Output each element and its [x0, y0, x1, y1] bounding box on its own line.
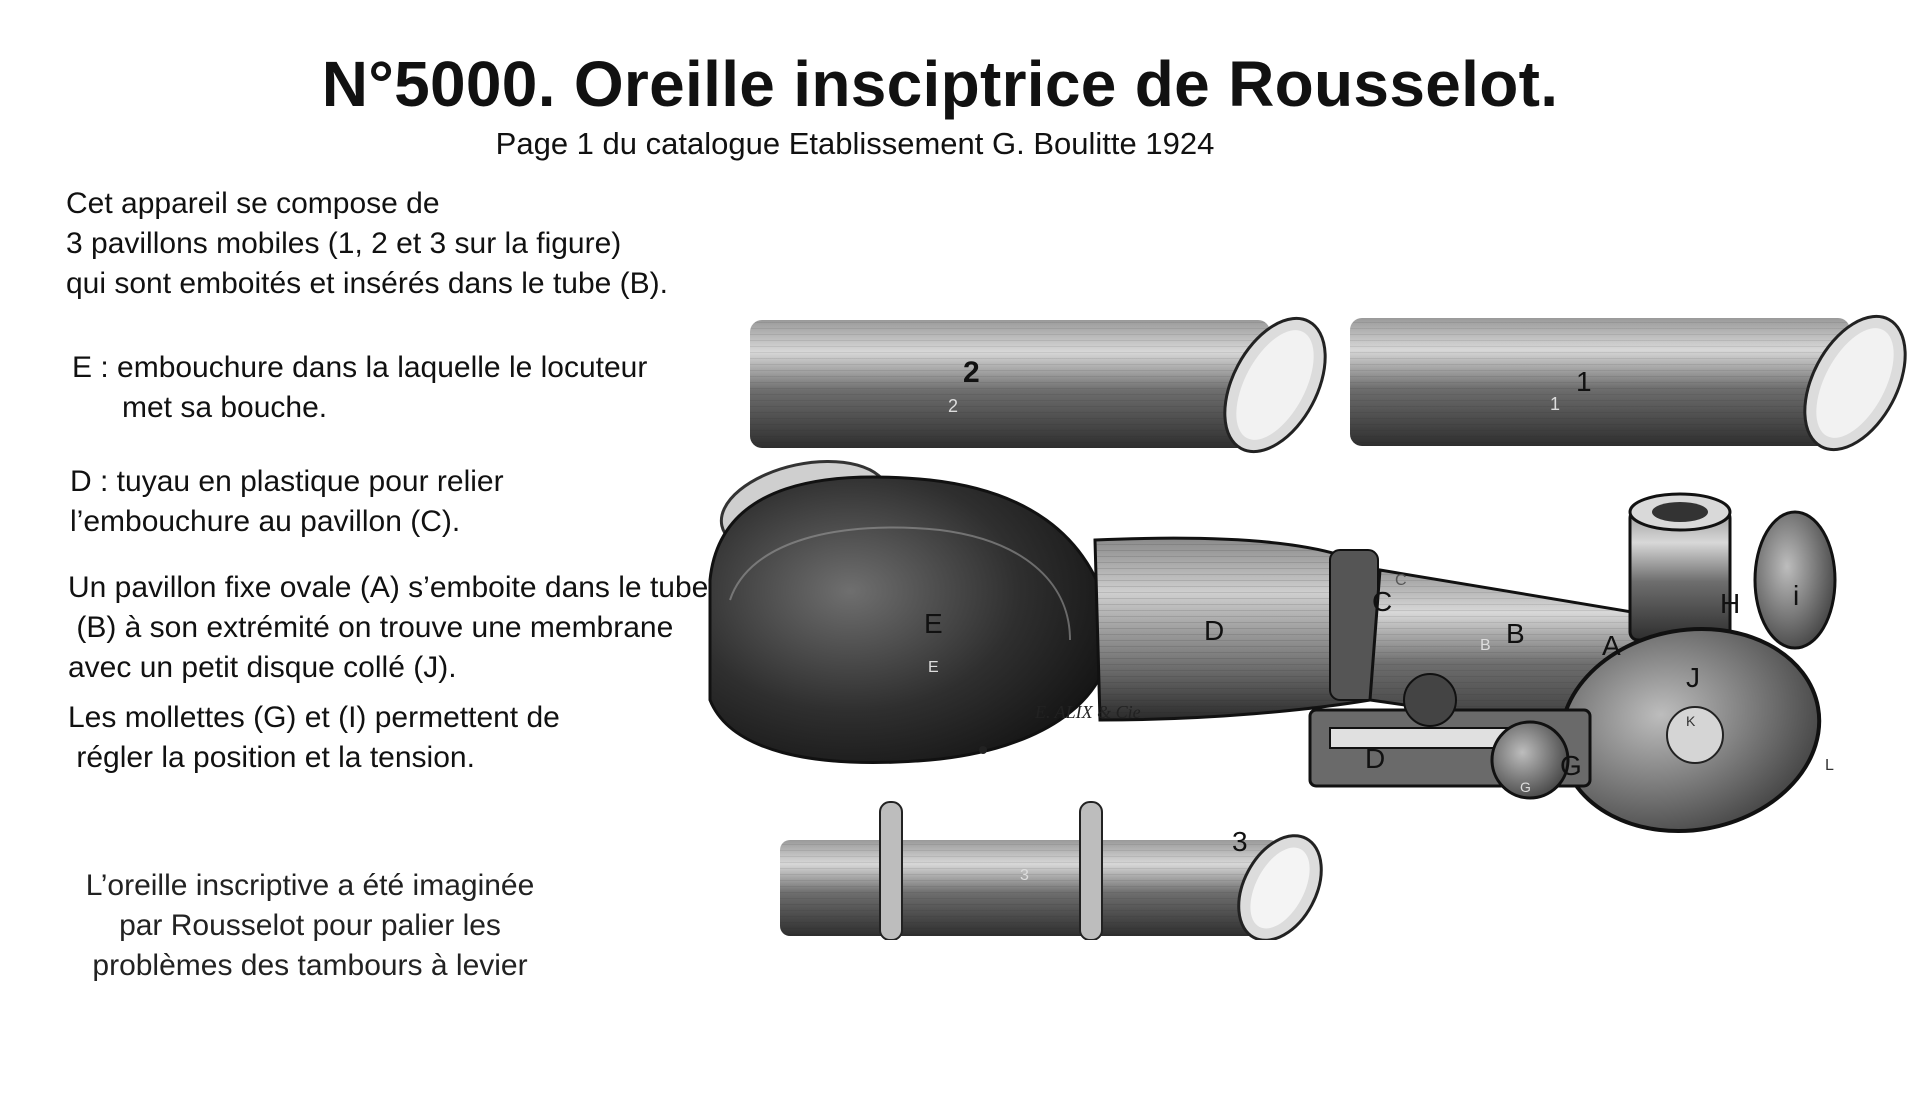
- label-d-hose: D: [1204, 615, 1225, 646]
- label-e: E: [924, 608, 943, 639]
- svg-text:E: E: [928, 659, 939, 676]
- description-components: Cet appareil se compose de 3 pavillons mobiles (1, 2 et 3 sur la figure) qui sont emboités et insérés dans le tube (B).: [66, 187, 668, 300]
- description-mouthpiece: E : embouchure dans la laquelle le locuteur met sa bouche.: [72, 351, 648, 424]
- description-knobs: Les mollettes (G) et (I) permettent de régler la position et la tension.: [68, 701, 560, 774]
- description-oval-bell: Un pavillon fixe ovale (A) s’emboite dans le tube (B) à son extrémité on trouve une membrane avec un petit disque collé (J).: [68, 571, 709, 684]
- tube-3: [780, 802, 1338, 940]
- label-b: B: [1506, 618, 1525, 649]
- cylinder-h: [1630, 494, 1835, 648]
- svg-text:L: L: [1825, 757, 1834, 774]
- label-j: J: [1686, 662, 1700, 693]
- label-tube-3: 3: [1232, 826, 1248, 857]
- svg-text:G: G: [1520, 779, 1531, 795]
- svg-text:C: C: [1395, 572, 1407, 589]
- label-tube-1: 1: [1576, 366, 1592, 397]
- historical-note: L’oreille inscriptive a été imaginée par Rousselot pour palier les problèmes des tambours à levier: [85, 869, 535, 982]
- svg-text:3: 3: [1020, 867, 1029, 884]
- svg-text:K: K: [1686, 713, 1696, 729]
- tube-1: [1350, 300, 1920, 467]
- page-subtitle: Page 1 du catalogue Etablissement G. Boulitte 1924: [495, 126, 1215, 161]
- svg-text:E. ALIX & Cie: E. ALIX & Cie: [1035, 702, 1141, 722]
- svg-text:1: 1: [1550, 394, 1561, 414]
- label-h: H: [1720, 588, 1741, 619]
- svg-text:B: B: [1480, 637, 1491, 654]
- page-title: N°5000. Oreille insciptrice de Rousselot.: [321, 48, 1559, 120]
- label-a: A: [1602, 630, 1621, 661]
- label-d-base: D: [1365, 743, 1386, 774]
- label-g: G: [1560, 750, 1582, 781]
- label-c: C: [1372, 586, 1393, 617]
- description-hose: D : tuyau en plastique pour relier l’embouchure au pavillon (C).: [70, 465, 504, 538]
- label-i: i: [1793, 580, 1800, 611]
- label-tube-2: 2: [963, 356, 980, 389]
- tube-2: [750, 302, 1346, 469]
- svg-text:2: 2: [948, 396, 959, 416]
